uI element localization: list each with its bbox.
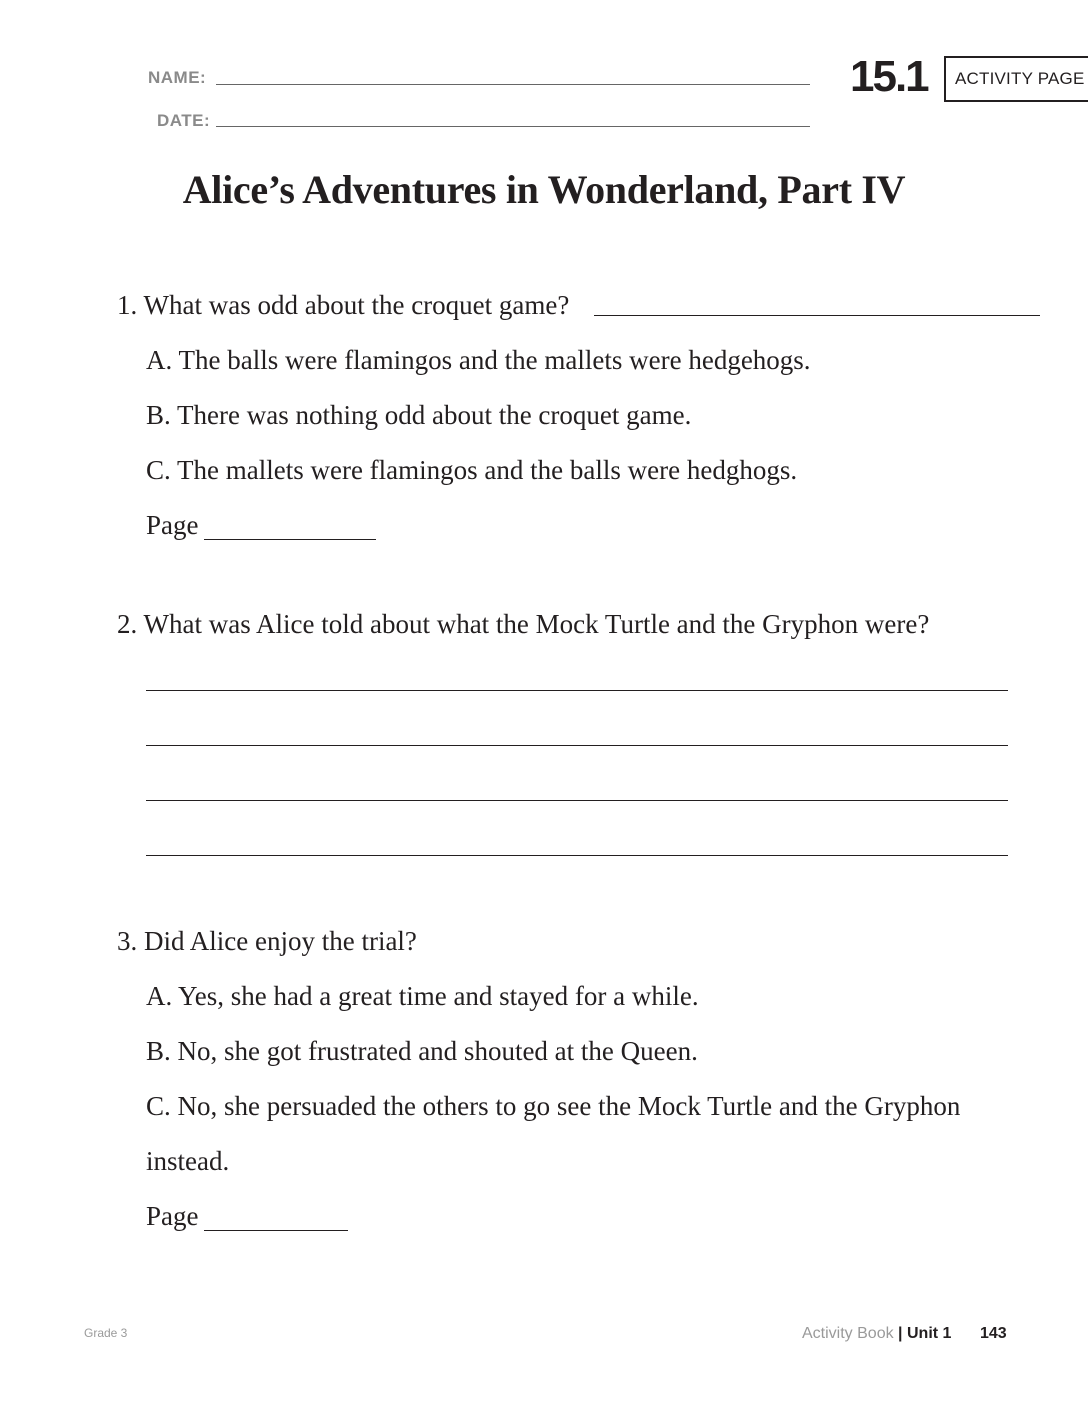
- footer-page-number: 143: [980, 1325, 1007, 1342]
- question-2-answer-line-4[interactable]: [146, 855, 1008, 856]
- question-1-page-line[interactable]: [204, 539, 376, 540]
- footer-book-unit: [802, 1325, 951, 1343]
- question-3: 3. Did Alice enjoy the trial?: [117, 926, 417, 956]
- question-3-option-c[interactable]: C. No, she persuaded the others to go see the Mock Turtle and the Gryphon: [146, 1091, 961, 1121]
- page-title: Alice’s Adventures in Wonderland, Part IV: [182, 167, 906, 212]
- question-1-option-c[interactable]: C. The mallets were flamingos and the balls were hedghogs.: [146, 455, 798, 485]
- footer-unit: Unit 1: [906, 1325, 952, 1342]
- question-3-option-a[interactable]: A. Yes, she had a great time and stayed for a while.: [146, 981, 699, 1011]
- footer-book: Activity Book: [802, 1325, 894, 1342]
- name-line[interactable]: [216, 84, 810, 85]
- date-line[interactable]: [216, 126, 810, 127]
- question-1-page-label: Page: [146, 510, 199, 540]
- activity-number: 15.1: [850, 52, 928, 101]
- question-2-answer-line-3[interactable]: [146, 800, 1008, 801]
- activity-page-box: [944, 56, 1088, 102]
- question-3-option-c-continued[interactable]: instead.: [146, 1146, 230, 1176]
- question-2-answer-line-1[interactable]: [146, 690, 1008, 691]
- question-1: 1. What was odd about the croquet game?: [117, 290, 570, 320]
- footer-separator: |: [898, 1325, 903, 1342]
- question-2: 2. What was Alice told about what the Mock Turtle and the Gryphon were?: [117, 609, 930, 639]
- date-label: DATE:: [157, 111, 211, 130]
- question-1-answer-line[interactable]: [594, 315, 1040, 316]
- name-label: NAME:: [148, 68, 207, 87]
- question-1-option-a[interactable]: A. The balls were flamingos and the mallets were hedgehogs.: [146, 345, 811, 375]
- footer-grade: Grade 3: [84, 1326, 128, 1340]
- question-3-page-line[interactable]: [204, 1230, 348, 1231]
- question-1-option-b[interactable]: B. There was nothing odd about the croquet game.: [146, 400, 692, 430]
- question-3-option-b[interactable]: B. No, she got frustrated and shouted at the Queen.: [146, 1036, 698, 1066]
- activity-page-label: ACTIVITY PAGE: [955, 69, 1085, 88]
- question-2-answer-line-2[interactable]: [146, 745, 1008, 746]
- question-3-page-label: Page: [146, 1201, 199, 1231]
